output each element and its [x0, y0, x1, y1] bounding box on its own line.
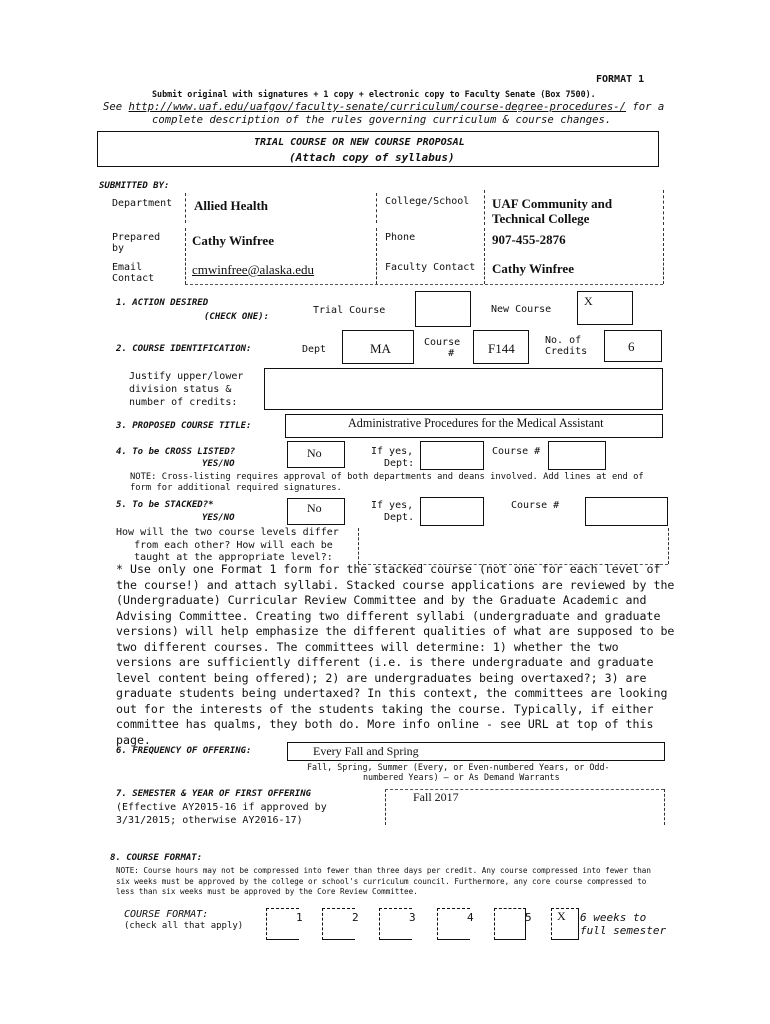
submit-instructions: Submit original with signatures + 1 copy + electronic copy to Faculty Senate (Box 7500).: [152, 89, 596, 99]
stacked-question: How will the two course levels differ from each other? How will each be taught at the appropriate level?:: [116, 527, 339, 563]
stacked-instructions: * Use only one Format 1 form for the stacked course (not one for each level of the course!) and attach syllabi. Stacked course applications are reviewed by the (Undergraduate) Curricular Review Committee and by the Graduate Academic and Advising Committee. Creating two different syllabi (undergraduate and graduate versions) will help emphasize the different qualities of what are supposed to be two different courses. The committees will determine: 1) whether the two versions are sufficiently different (i.e. is there undergraduate and graduate level content being offered); 2) are undergraduates being overtaxed?; 3) are graduate students being undertaxed? In this context, the committees are looking out for the interests of the students taking the course. Typically, if either committee has qualms, they both do. More info online - see URL at top of this page.: [116, 562, 675, 747]
justify-label: Justify upper/lower division status & number of credits:: [129, 371, 244, 408]
prepared-by-field[interactable]: Cathy Winfree: [192, 233, 274, 248]
justify-field[interactable]: [264, 368, 663, 410]
course-title-value: Administrative Procedures for the Medical Assistant: [348, 416, 604, 430]
phone-label: Phone: [385, 232, 416, 243]
department-label: Department: [112, 198, 173, 209]
college-label: College/School: [385, 196, 470, 207]
frequency-value: Every Fall and Spring: [313, 744, 419, 758]
submitted-bottom-rule: [185, 284, 663, 285]
see-line-2: complete description of the rules governing curriculum & course changes.: [152, 114, 612, 126]
course-id-label: 2. COURSE IDENTIFICATION:: [116, 344, 252, 354]
procedures-link[interactable]: http://www.uaf.edu/uafgov/faculty-senate/curriculum/course-degree-procedures-/: [128, 101, 627, 113]
department-field[interactable]: Allied Health: [194, 198, 269, 213]
form-title: TRIAL COURSE OR NEW COURSE PROPOSAL: [254, 137, 465, 148]
format-option-6-mark: X: [557, 909, 566, 923]
faculty-contact-label: Faculty Contact: [385, 262, 476, 273]
course-format-sub-label: COURSE FORMAT:: [124, 909, 209, 920]
format-option-5-label: 5: [525, 911, 532, 924]
email-field[interactable]: cmwinfree@alaska.edu: [192, 262, 315, 277]
dept-value: MA: [370, 341, 391, 356]
faculty-contact-field[interactable]: Cathy Winfree: [492, 261, 574, 276]
format-option-3-label: 3: [409, 911, 416, 924]
first-offering-label: 7. SEMESTER & YEAR OF FIRST OFFERING: [116, 789, 312, 799]
course-format-hint: (check all that apply): [124, 921, 244, 931]
action-sub: (CHECK ONE):: [204, 312, 270, 322]
first-offering-value: Fall 2017: [413, 790, 459, 804]
cross-listed-value: No: [307, 446, 322, 460]
see-suffix: for a: [632, 101, 665, 113]
credits-value: 6: [628, 339, 635, 354]
format-option-2[interactable]: [322, 908, 355, 940]
see-prefix: See: [103, 101, 123, 113]
trial-course-label: Trial Course: [313, 305, 386, 316]
new-course-mark: X: [584, 294, 593, 308]
credits-label: No. of Credits: [545, 335, 588, 357]
cross-ifyes: If yes,: [371, 446, 414, 457]
frequency-hint-2: numbered Years) — or As Demand Warrants: [363, 772, 560, 782]
cross-dept-field[interactable]: [420, 441, 484, 470]
format-option-1-label: 1: [296, 911, 303, 924]
stacked-course-label: Course #: [511, 500, 560, 511]
format-option-6-label: 6 weeks to: [580, 911, 647, 924]
course-num-value: F144: [488, 341, 515, 356]
format-option-4[interactable]: [437, 908, 470, 940]
stacked-dept-label: Dept.: [384, 512, 415, 523]
format-option-5[interactable]: [494, 908, 526, 940]
dept-label: Dept: [302, 344, 327, 355]
college-field[interactable]: UAF Community and Technical College: [492, 196, 613, 226]
course-format-label: 8. COURSE FORMAT:: [110, 853, 203, 863]
stacked-dept-field[interactable]: [420, 497, 484, 526]
stacked-course-field[interactable]: [585, 497, 668, 526]
cross-course-field[interactable]: [548, 441, 606, 470]
cross-listed-note: NOTE: Cross-listing requires approval of both departments and deans involved. Add lines at end of form for additional required signatures.: [130, 472, 644, 493]
see-line: [103, 101, 664, 113]
cross-dept-label: Dept:: [384, 458, 415, 469]
format-option-4-label: 4: [467, 911, 474, 924]
first-offering-sub: (Effective AY2015-16 if approved by 3/31/2015; otherwise AY2016-17): [116, 802, 327, 826]
format-label: FORMAT 1: [596, 74, 645, 85]
format-option-6-label-2: full semester: [580, 924, 667, 937]
format-option-3[interactable]: [379, 908, 412, 940]
email-label: Email Contact: [112, 262, 155, 284]
format-option-1[interactable]: [266, 908, 299, 940]
course-title-label: 3. PROPOSED COURSE TITLE:: [116, 421, 252, 431]
stacked-sub: YES/NO: [202, 513, 235, 523]
course-format-note: NOTE: Course hours may not be compressed into fewer than three days per credit. Any course compressed into fewer than six weeks must be approved by the college or school's curriculum council. Furthermore, any core course compressed to less than six weeks must be approved by the Core Review Committee.: [116, 866, 651, 896]
cross-course-label: Course #: [492, 446, 541, 457]
course-num-label: Course #: [424, 337, 461, 359]
frequency-hint-1: Fall, Spring, Summer (Every, or Even-numbered Years, or Odd-: [307, 762, 610, 772]
cross-listed-sub: YES/NO: [202, 459, 235, 469]
stacked-ifyes: If yes,: [371, 500, 414, 511]
format-option-2-label: 2: [352, 911, 359, 924]
frequency-label: 6. FREQUENCY OF OFFERING:: [116, 746, 252, 756]
prepared-label: Prepared by: [112, 232, 161, 254]
new-course-label: New Course: [491, 304, 552, 315]
trial-course-checkbox[interactable]: [415, 291, 471, 327]
stacked-value: No: [307, 501, 322, 515]
phone-field[interactable]: 907-455-2876: [492, 232, 566, 247]
submitted-by-label: SUBMITTED BY:: [99, 181, 170, 191]
cross-listed-label: 4. To be CROSS LISTED?: [116, 447, 236, 457]
stacked-label: 5. To be STACKED?*: [116, 500, 214, 510]
form-subtitle: (Attach copy of syllabus): [289, 151, 455, 164]
action-label: 1. ACTION DESIRED: [116, 298, 209, 308]
